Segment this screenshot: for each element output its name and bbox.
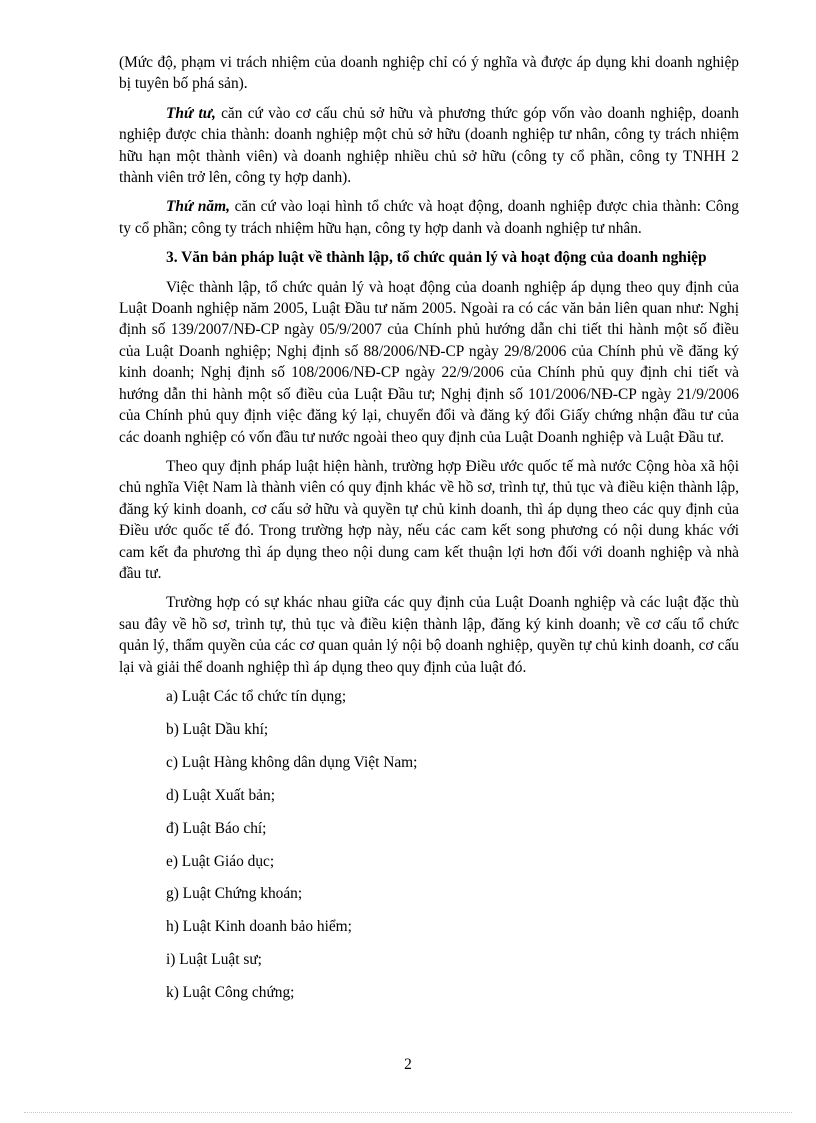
paragraph-legal-documents: Việc thành lập, tổ chức quản lý và hoạt động của doanh nghiệp áp dụng theo quy định của Luật Doanh nghiệp năm 2005, Luật Đầu tư năm 2005. Ngoài ra có các văn bản liên quan như: Nghị định số 139/2007/NĐ-CP ngày 05/9/2007 của Chính phủ hướng dẫn chi tiết thi hành một số điều của Luật Doanh nghiệp; Nghị định số 88/2006/NĐ-CP ngày 29/8/2006 của Chính phủ về đăng ký kinh doanh; Nghị định số 108/2006/NĐ-CP ngày 22/9/2006 của Chính phủ quy định chi tiết và hướng dẫn thi hành một số điều của Luật Đầu tư; Nghị định số 101/2006/NĐ-CP ngày 21/9/2006 của Chính phủ quy định việc đăng ký lại, chuyển đổi và đăng ký đổi Giấy chứng nhận đầu tư của các doanh nghiệp có vốn đầu tư nước ngoài theo quy định của Luật Doanh nghiệp và Luật Đầu tư. — [119, 278, 739, 446]
document-page — [119, 52, 739, 1015]
section-heading: 3. Văn bản pháp luật về thành lập, tổ chức quản lý và hoạt động của doanh nghiệp — [166, 249, 707, 267]
special-laws-list — [119, 686, 739, 1004]
emphasis-fifth: Thứ năm, — [166, 198, 230, 216]
paragraph-liability-note: (Mức độ, phạm vi trách nhiệm của doanh nghiệp chỉ có ý nghĩa và được áp dụng khi doanh nghiệp bị tuyên bố phá sản). — [119, 54, 739, 93]
list-item: g) Luật Chứng khoán; — [166, 885, 303, 903]
list-item: b) Luật Dầu khí; — [166, 720, 269, 738]
list-item: e) Luật Giáo dục; — [166, 852, 275, 870]
list-item: k) Luật Công chứng; — [166, 984, 295, 1002]
page-number: 2 — [404, 1056, 412, 1073]
paragraph-international-treaty: Theo quy định pháp luật hiện hành, trường hợp Điều ước quốc tế mà nước Cộng hòa xã hội chủ nghĩa Việt Nam là thành viên có quy định khác về hồ sơ, trình tự, thủ tục và điều kiện thành lập, đăng ký kinh doanh, cơ cấu sở hữu và quyền tự chủ kinh doanh, thì áp dụng theo các quy định của Điều ước quốc tế đó. Trong trường hợp này, nếu các cam kết song phương có nội dung khác với cam kết đa phương thì áp dụng theo nội dung cam kết thuận lợi hơn đối với doanh nghiệp và nhà đầu tư. — [119, 457, 739, 582]
paragraph-fifth-criterion — [119, 196, 739, 239]
list-item: i) Luật Luật sư; — [166, 951, 262, 969]
list-item: d) Luật Xuất bản; — [166, 786, 275, 804]
list-item: h) Luật Kinh doanh bảo hiểm; — [166, 918, 352, 936]
paragraph-fifth-text: căn cứ vào loại hình tổ chức và hoạt động, doanh nghiệp được chia thành: Công ty cổ phần; công ty trách nhiệm hữu hạn, công ty hợp danh và doanh nghiệp tư nhân. — [119, 198, 739, 237]
list-item: c) Luật Hàng không dân dụng Việt Nam; — [166, 753, 418, 771]
list-item: đ) Luật Báo chí; — [166, 819, 267, 837]
paragraph-fourth-criterion — [119, 103, 739, 189]
paragraph-special-laws: Trường hợp có sự khác nhau giữa các quy định của Luật Doanh nghiệp và các luật đặc thù sau đây về hồ sơ, trình tự, thủ tục và điều kiện thành lập, đăng ký kinh doanh; về cơ cấu tổ chức quản lý, thẩm quyền của các cơ quan quản lý nội bộ doanh nghiệp, quyền tự chủ kinh doanh, cơ cấu lại và giải thể doanh nghiệp thì áp dụng theo quy định của luật đó. — [119, 594, 739, 676]
emphasis-fourth: Thứ tư, — [166, 104, 216, 122]
list-item: a) Luật Các tổ chức tín dụng; — [166, 687, 347, 705]
page-bottom-border — [24, 1112, 792, 1113]
paragraph-fourth-text: căn cứ vào cơ cấu chủ sở hữu và phương thức góp vốn vào doanh nghiệp, doanh nghiệp được chia thành: doanh nghiệp một chủ sở hữu (doanh nghiệp tư nhân, công ty trách nhiệm hữu hạn một thành viên) và doanh nghiệp nhiều chủ sở hữu (công ty cổ phần, công ty TNHH 2 thành viên trở lên, công ty hợp danh). — [119, 104, 740, 187]
